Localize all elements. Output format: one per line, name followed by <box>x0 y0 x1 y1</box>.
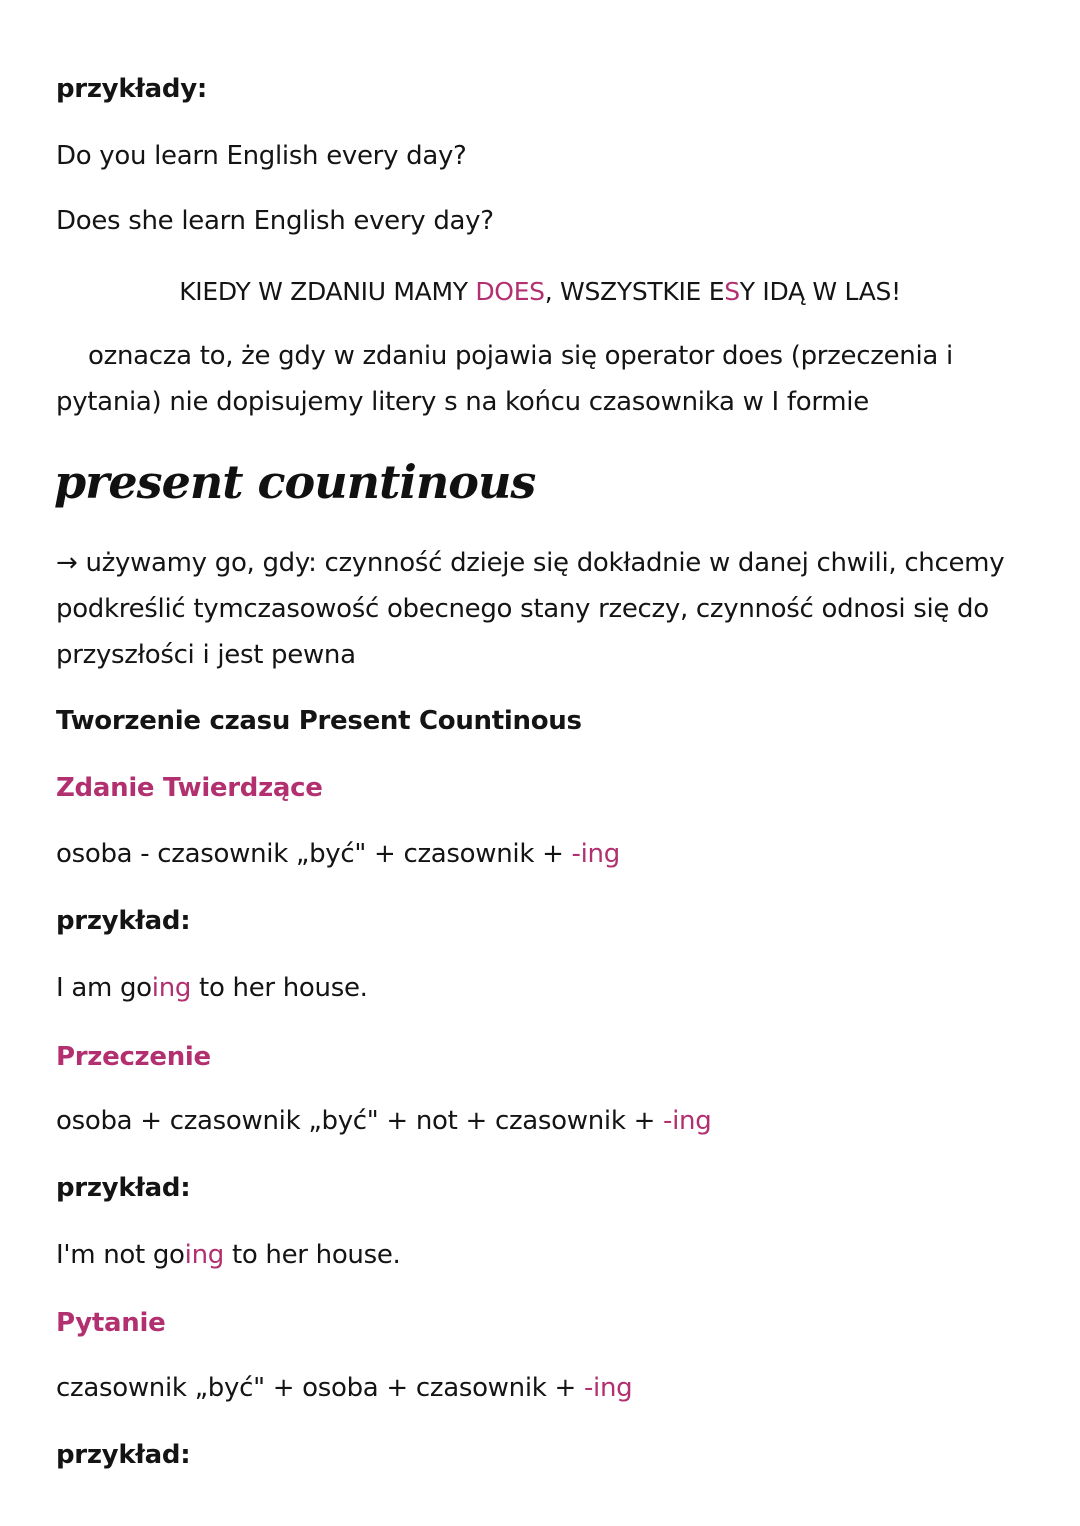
explanation-paragraph: oznacza to, że gdy w zdaniu pojawia się operator does (przeczenia i pytania) nie dopisujemy litery s na końcu czasownika w I formie <box>56 341 953 417</box>
rule-s: S <box>724 277 740 306</box>
usage-paragraph: → używamy go, gdy: czynność dzieje się dokładnie w danej chwili, chcemy podkreślić tymczasowość obecnego stany rzeczy, czynność odnosi się do przyszłości i jest pewna <box>56 548 1005 670</box>
affirmative-heading: Zdanie Twierdzące <box>56 773 323 803</box>
negative-suffix: -ing <box>663 1106 712 1136</box>
affirmative-example-label: przykład: <box>56 906 191 936</box>
affirmative-example-post: to her house. <box>191 973 368 1003</box>
rule-text-3: Y IDĄ W LAS! <box>739 277 901 306</box>
rule-text-2: , WSZYSTKIE E <box>544 277 725 306</box>
formation-heading: Tworzenie czasu Present Countinous <box>56 706 582 736</box>
affirmative-formula <box>56 841 620 867</box>
question-example-label: przykład: <box>56 1440 191 1470</box>
example-sentence-1: Do you learn English every day? <box>56 141 467 171</box>
negative-example <box>56 1242 401 1268</box>
negative-formula <box>56 1108 711 1134</box>
question-heading: Pytanie <box>56 1308 166 1338</box>
negative-example-post: to her house. <box>223 1240 401 1270</box>
rule-line <box>0 277 1080 306</box>
question-formula-text: czasownik „być" + osoba + czasownik + <box>56 1373 584 1403</box>
question-suffix: -ing <box>583 1373 633 1403</box>
negative-example-ing: ing <box>184 1240 224 1270</box>
question-formula <box>56 1375 632 1401</box>
negative-example-label: przykład: <box>56 1173 191 1203</box>
affirmative-example-pre: I am go <box>56 973 152 1003</box>
examples-heading: przykłady: <box>56 74 207 104</box>
negative-example-pre: I'm not go <box>56 1240 185 1270</box>
example-sentence-2: Does she learn English every day? <box>56 206 494 236</box>
affirmative-example-ing: ing <box>151 973 192 1003</box>
negative-heading: Przeczenie <box>56 1042 211 1072</box>
section-title: present countinous <box>54 455 536 509</box>
negative-formula-text: osoba + czasownik „być" + not + czasownik + <box>56 1106 664 1136</box>
affirmative-suffix: -ing <box>571 839 620 869</box>
affirmative-example <box>56 975 368 1001</box>
rule-text-1: KIEDY W ZDANIU MAMY <box>179 277 476 306</box>
affirmative-formula-text: osoba - czasownik „być" + czasownik + <box>56 839 572 869</box>
rule-does: DOES <box>475 277 545 306</box>
